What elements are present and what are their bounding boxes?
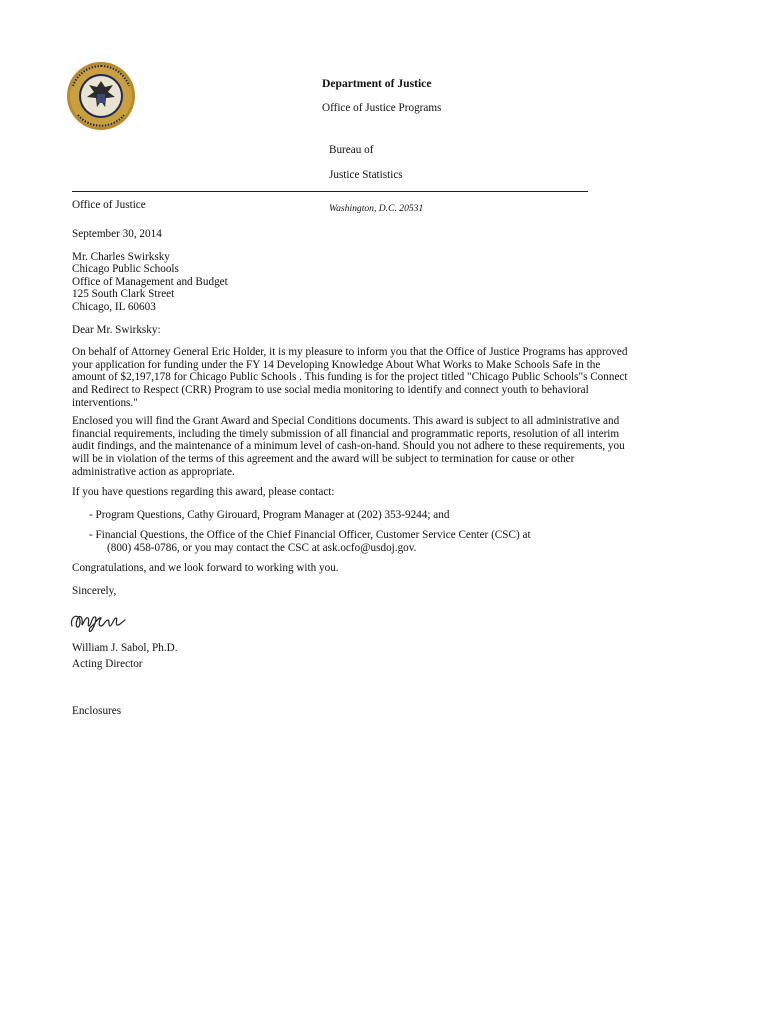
paragraph-requirements: Enclosed you will find the Grant Award and Special Conditions documents. This award is subject to all administrative and financial requirements, including the timely submission of all financial and programmatic reports, resolution of all interim audit findings, and the maintenance of a minimum level of cash-on-hand. Should you not adhere to these requirements, you will be in violation of the terms of this agreement and the award will be subject to termination for cause or other administrative action as appropriate.	[72, 415, 625, 478]
location-label: Washington, D.C. 20531	[329, 203, 424, 214]
bureau-line-1: Bureau of	[329, 144, 374, 156]
signer-title: Acting Director	[72, 658, 143, 671]
signature-icon	[68, 604, 140, 640]
office-left-label: Office of Justice	[72, 199, 146, 211]
recipient-name: Mr. Charles Swirksky	[72, 250, 170, 263]
recipient-city: Chicago, IL 60603	[72, 300, 156, 313]
letter-date: September 30, 2014	[72, 228, 162, 240]
contact-program-questions: - Program Questions, Cathy Girouard, Program Manager at (202) 353-9244; and	[89, 508, 450, 521]
salutation: Dear Mr. Swirksky:	[72, 323, 161, 336]
recipient-dept: Office of Management and Budget	[72, 275, 228, 288]
enclosures-label: Enclosures	[72, 704, 122, 717]
header-divider	[72, 191, 588, 192]
congratulations-line: Congratulations, and we look forward to working with you.	[72, 562, 339, 575]
letter-body	[72, 228, 632, 717]
financial-questions-line-2: (800) 458-0786, or you may contact the CSC at ask.ocfo@usdoj.gov.	[107, 541, 417, 554]
department-heading: Department of Justice	[322, 77, 432, 90]
office-name: Office of Justice Programs	[322, 102, 442, 114]
recipient-org: Chicago Public Schools	[72, 263, 179, 276]
recipient-street: 125 South Clark Street	[72, 288, 175, 301]
recipient-address	[72, 251, 632, 314]
paragraph-award: On behalf of Attorney General Eric Holder, it is my pleasure to inform you that the Office of Justice Programs has approved your application for funding under the FY 14 Developing Knowledge About What Works to Make Schools Safe in the amount of $2,197,178 for Chicago Public Schools . This funding is for the project titled "Chicago Public Schools"s Connect and Redirect to Respect (CRR) Program to use social media monitoring to identify and connect youth to behavioral interventions."	[72, 346, 628, 409]
contact-financial-questions	[72, 529, 632, 554]
bureau-line-2: Justice Statistics	[329, 169, 403, 181]
closing: Sincerely,	[72, 585, 117, 598]
signer-name: William J. Sabol, Ph.D.	[72, 641, 178, 654]
doj-seal-icon	[66, 61, 136, 131]
contact-intro: If you have questions regarding this award, please contact:	[72, 486, 335, 499]
financial-questions-line-1: - Financial Questions, the Office of the Chief Financial Officer, Customer Service Center (CSC) at	[89, 529, 531, 542]
